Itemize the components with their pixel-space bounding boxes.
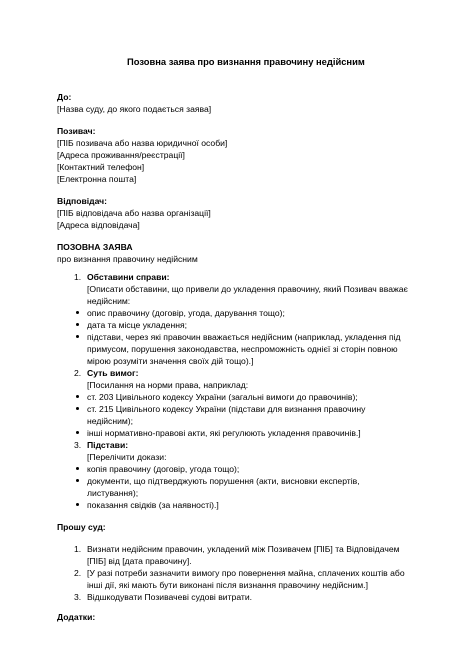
plaintiff-line: [Електронна пошта] <box>57 174 137 184</box>
list-item: недійсним); <box>87 416 134 426</box>
section-number: 1. <box>74 272 82 282</box>
defendant-line: [ПІБ відповідача або назва організації] <box>57 208 211 218</box>
list-item: ст. 215 Цивільного кодексу України (підстави для визнання правочину <box>87 404 366 414</box>
request-number: 2. <box>74 568 82 578</box>
list-item: інші нормативно-правові акти, які регулюють укладення правочинів.] <box>87 428 361 438</box>
section-number: 2. <box>74 368 82 378</box>
defendant-line: [Адреса відповідача] <box>57 220 140 230</box>
list-item: копія правочину (договір, угода тощо); <box>87 464 240 474</box>
list-item: дата та місце укладення; <box>87 320 187 330</box>
court-name: [Назва суду, до якого подається заява] <box>57 104 212 114</box>
section-intro: [Описати обставини, що привели до укладення правочину, який Позивач вважає <box>87 284 408 294</box>
bullet-dot <box>76 503 79 506</box>
bullet-dot <box>76 335 79 338</box>
bullet-dot <box>76 479 79 482</box>
section-title: Підстави: <box>87 440 129 450</box>
section-title: Суть вимог: <box>87 368 139 378</box>
claim-subheading: про визнання правочину недійсним <box>57 254 198 264</box>
list-item: листування); <box>87 488 139 498</box>
plaintiff-line: [Контактний телефон] <box>57 162 145 172</box>
section-number: 3. <box>74 440 82 450</box>
request-item: [ПІБ] від [дата правочину]. <box>87 556 192 566</box>
to-heading: До: <box>57 92 72 102</box>
plaintiff-heading: Позивач: <box>57 126 96 136</box>
bullet-dot <box>76 467 79 470</box>
plaintiff-line: [ПІБ позивача або назва юридичної особи] <box>57 138 228 148</box>
bullet-dot <box>76 395 79 398</box>
list-item: опис правочину (договір, угода, дарування тощо); <box>87 308 285 318</box>
bullet-dot <box>76 311 79 314</box>
request-item: [У разі потреби зазначити вимогу про повернення майна, сплачених коштів або <box>87 568 405 578</box>
list-item: документи, що підтверджують порушення (акти, висновки експертів, <box>87 476 360 486</box>
request-heading: Прошу суд: <box>57 522 106 532</box>
list-item: мірою розуміти значення своїх дій тощо).] <box>87 356 254 366</box>
section-title: Обставини справи: <box>87 272 170 282</box>
attachments-heading: Додатки: <box>57 612 96 622</box>
bullet-dot <box>76 323 79 326</box>
list-item: показання свідків (за наявності).] <box>87 500 219 510</box>
request-item: Визнати недійсним правочин, укладений між Позивачем [ПІБ] та Відповідачем <box>87 544 400 554</box>
claim-heading: ПОЗОВНА ЗАЯВА <box>57 242 133 252</box>
section-intro: [Перелічити докази: <box>87 452 167 462</box>
request-number: 3. <box>74 592 82 602</box>
list-item: підстави, через які правочин вважається недійсним (наприклад, укладення під <box>87 332 401 342</box>
section-intro: [Посилання на норми права, наприклад: <box>87 380 249 390</box>
request-number: 1. <box>74 544 82 554</box>
bullet-dot <box>76 431 79 434</box>
plaintiff-line: [Адреса проживання/реєстрації] <box>57 150 185 160</box>
request-item: Відшкодувати Позивачеві судові витрати. <box>87 592 253 602</box>
document-title: Позовна заява про визнання правочину недійсним <box>127 56 365 67</box>
list-item: примусом, порушення законодавства, неспроможність однієї зі сторін повною <box>87 344 398 354</box>
request-item: інші дії, які мають бути виконані після визнання правочину недійсним.] <box>87 580 368 590</box>
list-item: ст. 203 Цивільного кодексу України (загальні вимоги до правочинів); <box>87 392 358 402</box>
defendant-heading: Відповідач: <box>57 196 108 206</box>
bullet-dot <box>76 407 79 410</box>
section-intro: недійсним: <box>87 296 131 306</box>
